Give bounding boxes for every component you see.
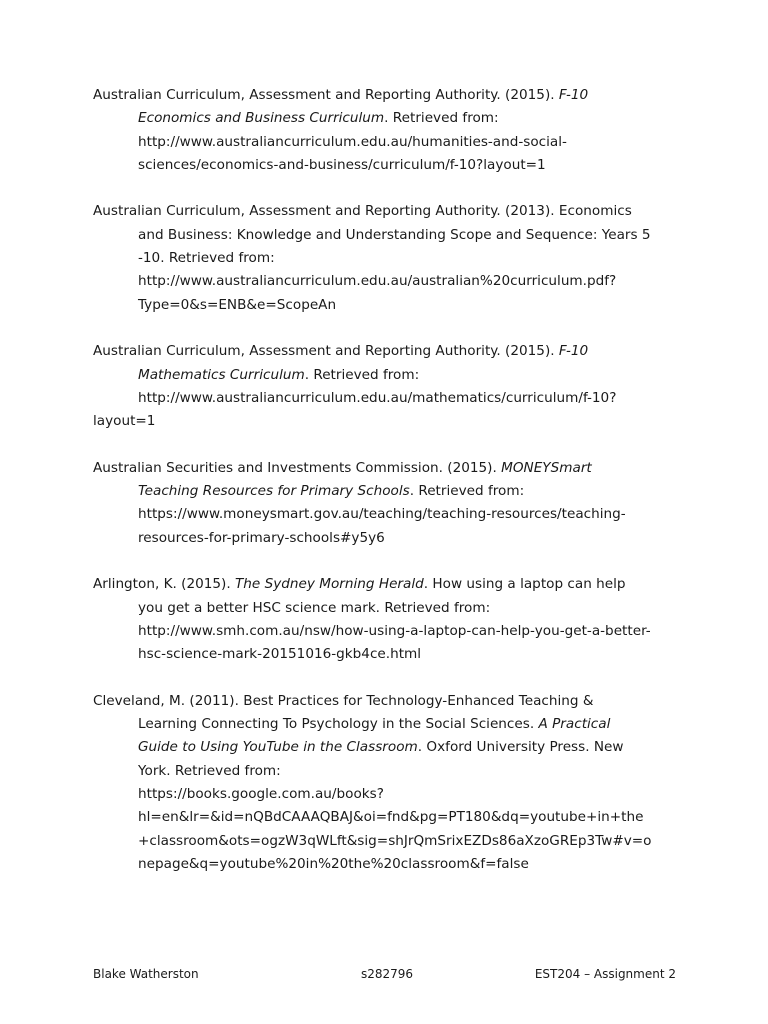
reference-italic-text: Mathematics Curriculum [138,366,305,383]
reference-text: Type=0&s=ENB&e=ScopeAn [138,296,337,313]
reference-line [93,713,693,736]
reference-line [93,503,693,526]
reference-text: hsc-science-mark-20151016-gkb4ce.html [138,646,422,663]
reference-text: sciences/economics-and-business/curriculum/f-10?layout=1 [138,156,546,173]
reference-text: http://www.australiancurriculum.edu.au/humanities-and-social- [138,133,567,150]
reference-entry [93,84,693,177]
reference-text: . Retrieved from: [384,110,499,127]
reference-line [93,224,693,247]
reference-text: . Retrieved from: [304,366,420,383]
reference-italic-text: Teaching Resources for Primary Schools [138,483,410,500]
reference-italic-text: F-10 [558,87,589,103]
reference-entry [93,573,693,666]
reference-line [93,480,693,503]
footer-author: Blake Watherston [93,967,199,981]
reference-line [93,760,693,783]
reference-text: http://www.smh.com.au/nsw/how-using-a-laptop-can-help-you-get-a-better- [138,622,651,639]
reference-italic-text: A Practical [538,716,611,733]
reference-list [93,84,693,899]
reference-text: http://www.australiancurriculum.edu.au/australian%20curriculum.pdf? [138,273,617,290]
reference-line [93,84,693,107]
reference-line [93,690,693,713]
reference-line [93,853,693,876]
reference-line [93,387,693,410]
reference-line [93,131,693,154]
reference-text: Arlington, K. (2015). [93,576,235,593]
reference-line [93,736,693,759]
reference-line [93,294,693,317]
reference-line [93,643,693,666]
reference-italic-text: MONEYSmart [501,459,592,476]
reference-line [93,806,693,829]
reference-line [93,364,693,387]
reference-text: Learning Connecting To Psychology in the Social Sciences. [138,716,539,733]
reference-text: Cleveland, M. (2011). Best Practices for Technology-Enhanced Teaching & [93,692,594,709]
footer-course: EST204 – Assignment 2 [534,967,676,981]
reference-line [93,410,693,433]
reference-line [93,247,693,270]
reference-line [93,457,693,480]
reference-text: and Business: Knowledge and Understanding Scope and Sequence: Years 5 [138,226,651,243]
reference-entry [93,340,693,433]
reference-text: Australian Curriculum, Assessment and Reporting Authority. (2013). Economics [93,203,632,220]
reference-italic-text: Economics and Business Curriculum [138,110,385,127]
reference-text: . Retrieved from: [409,483,525,500]
reference-italic-text: Guide to Using YouTube in the Classroom [138,739,418,756]
page-footer [93,964,676,984]
reference-text: http://www.australiancurriculum.edu.au/mathematics/curriculum/f-10? [138,389,617,406]
reference-line [93,200,693,223]
reference-line [93,154,693,177]
reference-line [93,270,693,293]
reference-text: you get a better HSC science mark. Retrieved from: [138,599,491,616]
reference-text: nepage&q=youtube%20in%20the%20classroom&f=false [138,855,529,872]
reference-line [93,597,693,620]
reference-entry [93,200,693,316]
reference-text: https://books.google.com.au/books? [138,785,384,802]
reference-italic-text: F-10 [558,343,589,360]
reference-line [93,830,693,853]
reference-line [93,620,693,643]
reference-text: Australian Curriculum, Assessment and Reporting Authority. (2015). [93,87,559,103]
reference-text: hl=en&lr=&id=nQBdCAAAQBAJ&oi=fnd&pg=PT180&dq=youtube+in+the [138,809,644,826]
reference-entry [93,690,693,876]
reference-text: York. Retrieved from: [138,762,281,779]
footer-student-id: s282796 [361,967,414,981]
reference-text: . Oxford University Press. New [417,739,624,756]
reference-line [93,340,693,363]
reference-text: . How using a laptop can help [423,576,626,593]
reference-text: Australian Curriculum, Assessment and Reporting Authority. (2015). [93,343,559,360]
reference-text: https://www.moneysmart.gov.au/teaching/teaching-resources/teaching- [138,506,626,523]
reference-line [93,527,693,550]
reference-line [93,107,693,130]
reference-text: +classroom&ots=ogzW3qWLft&sig=shJrQmSrixEZDs86aXzoGREp3Tw#v=o [138,832,652,849]
reference-italic-text: The Sydney Morning Herald [235,576,424,593]
reference-line [93,573,693,596]
reference-entry [93,457,693,550]
reference-line [93,783,693,806]
reference-text: Australian Securities and Investments Commission. (2015). [93,459,502,476]
reference-text: resources-for-primary-schools#y5y6 [138,529,385,546]
reference-text: layout=1 [93,413,156,430]
reference-text: -10. Retrieved from: [138,250,275,267]
